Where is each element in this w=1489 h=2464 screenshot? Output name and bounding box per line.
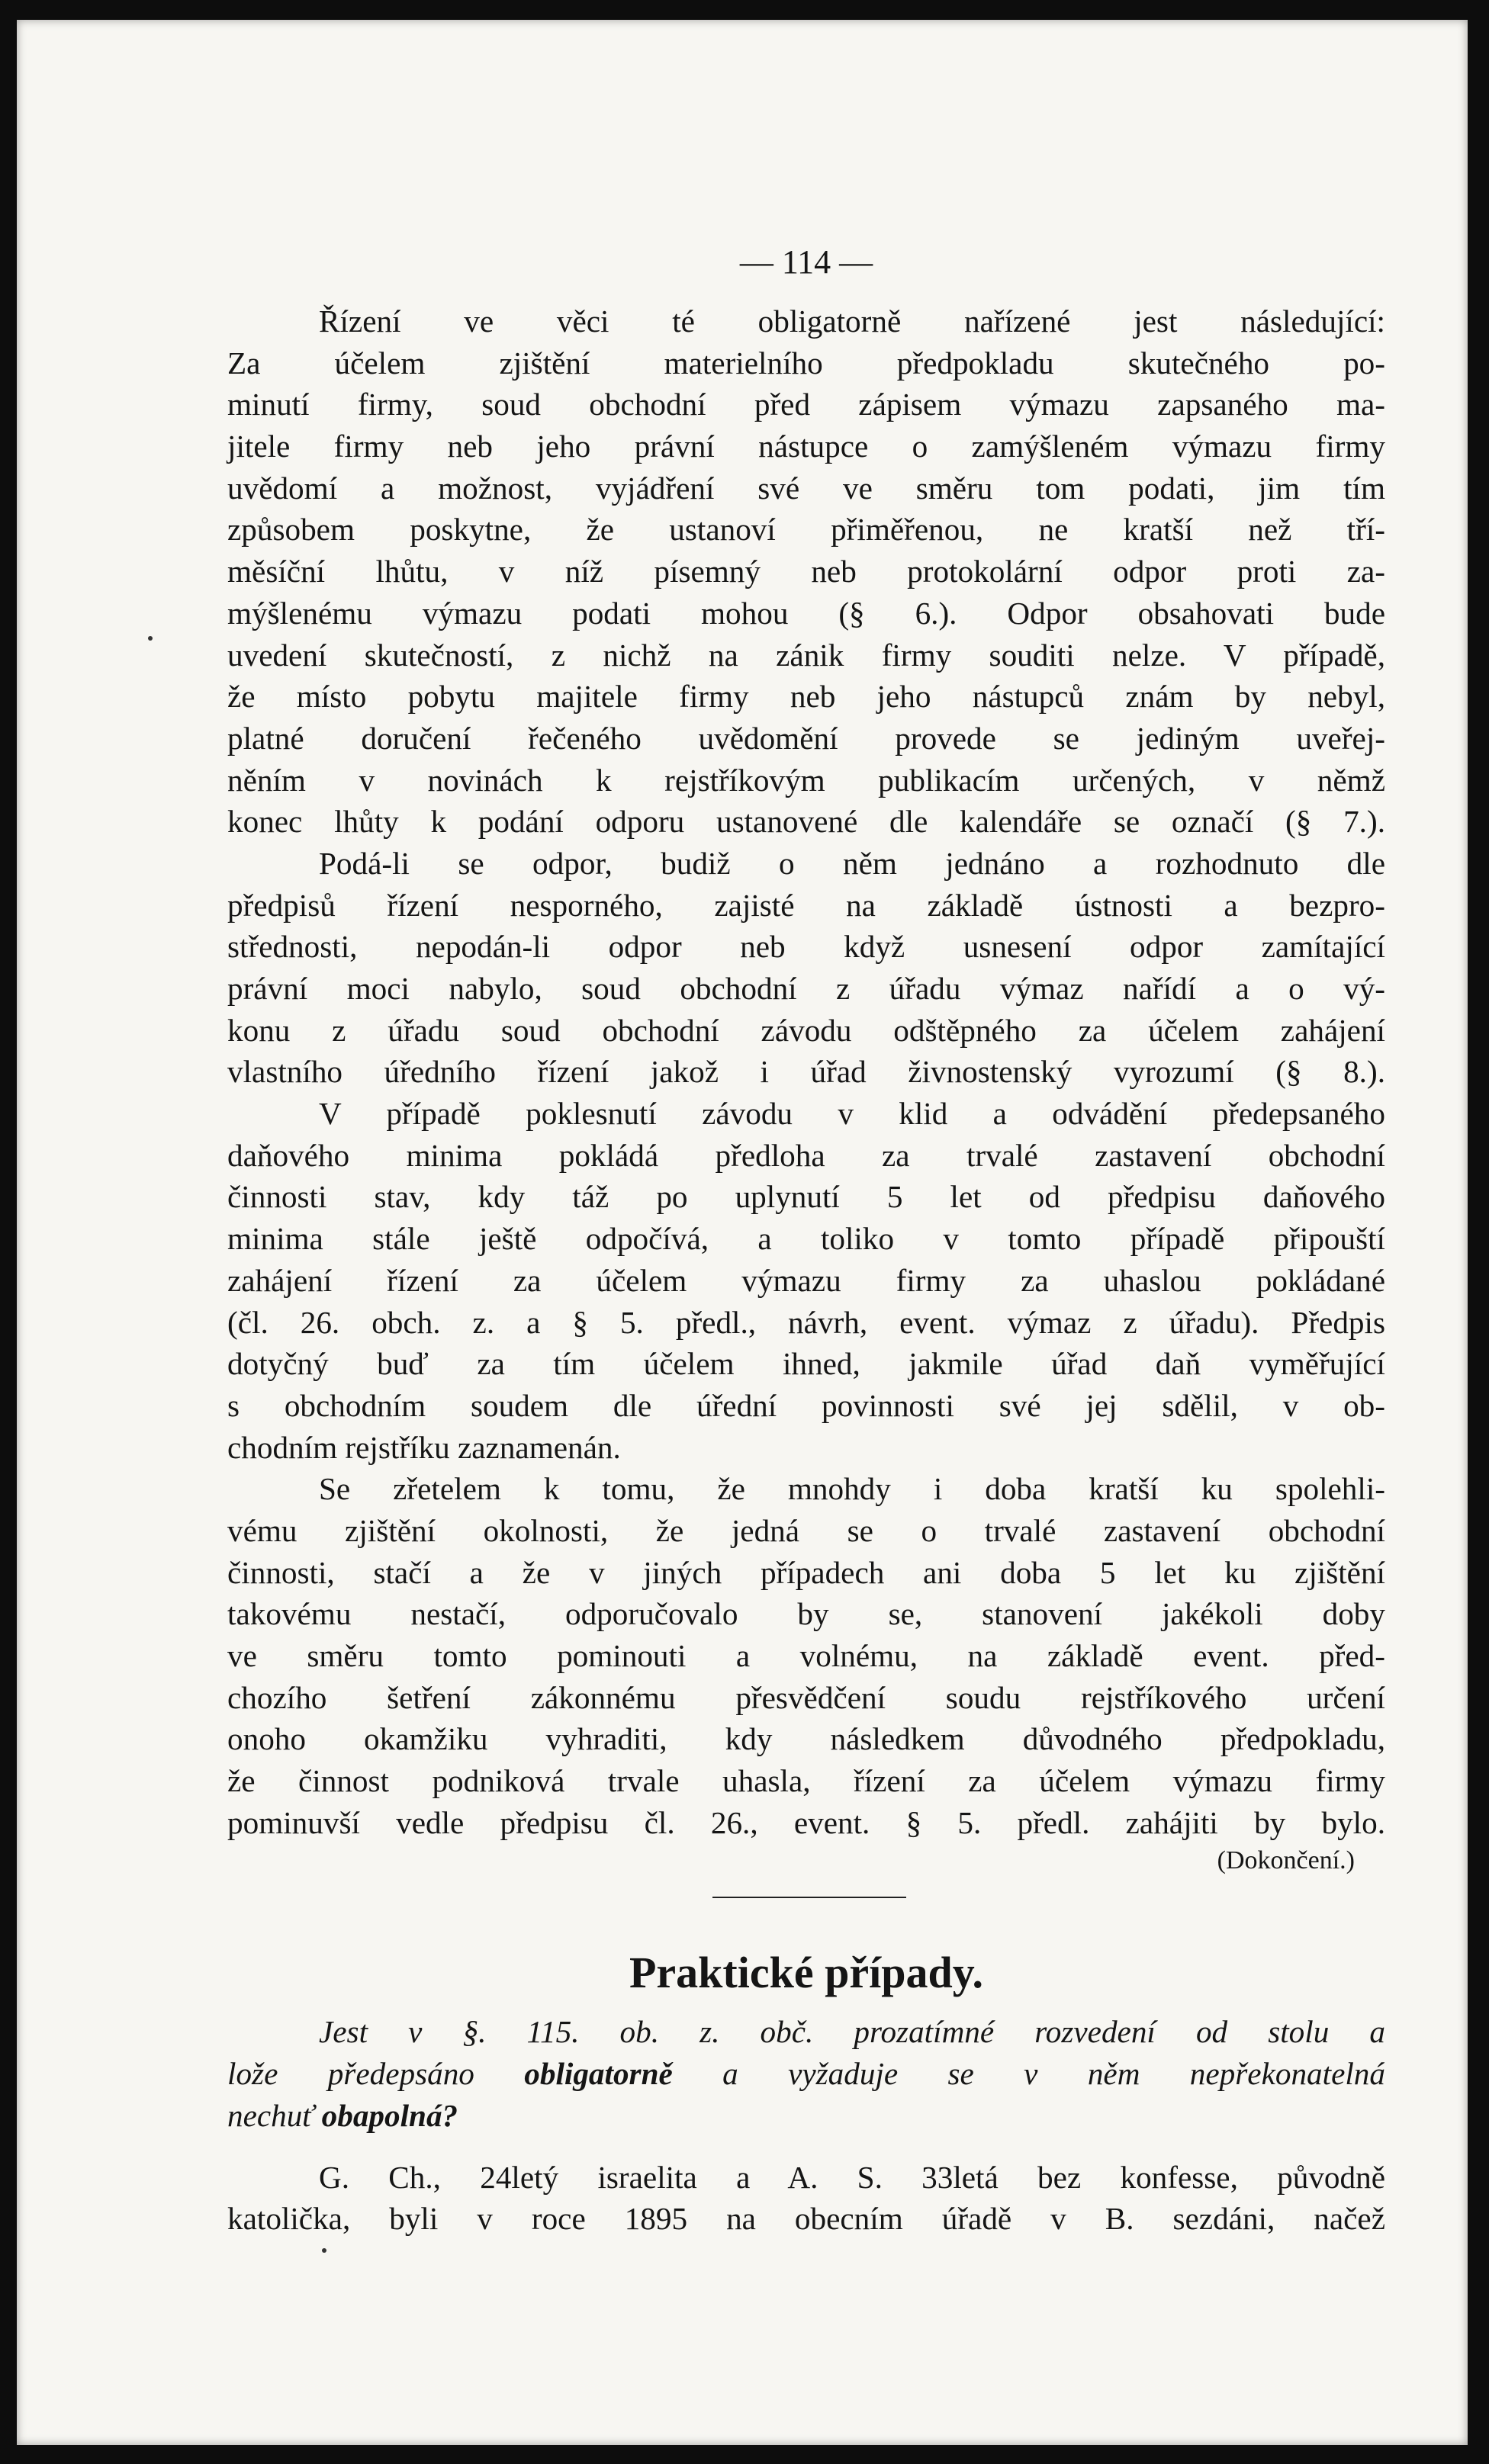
text-line: chozího šetření zákonnému přesvědčení soudu rejstříkového určení bbox=[227, 1679, 1385, 1715]
case-question bbox=[227, 2011, 1385, 2136]
case-description bbox=[227, 2157, 1385, 2240]
text-line: V případě poklesnutí závodu v klid a odvádění předepsaného bbox=[319, 1096, 1385, 1132]
text-line: uvedení skutečností, z nichž na zánik firmy souditi nelze. V případě, bbox=[227, 637, 1385, 673]
text-line: něním v novinách k rejstříkovým publikacím určených, v němž bbox=[227, 762, 1385, 798]
margin-dot bbox=[148, 636, 153, 641]
text-line: Podá-li se odpor, budiž o něm jednáno a rozhodnuto dle bbox=[319, 845, 1385, 881]
text-line: ve směru tomto pominouti a volnému, na základě event. před- bbox=[227, 1638, 1385, 1673]
text-line: G. Ch., 24letý israelita a A. S. 33letá bez konfesse, původně bbox=[319, 2159, 1385, 2195]
text-line: právní moci nabylo, soud obchodní z úřadu výmaz nařídí a o vý- bbox=[227, 971, 1385, 1006]
paragraph-4 bbox=[227, 1468, 1385, 1843]
text-line: mýšlenému výmazu podati mohou (§ 6.). Odpor obsahovati bude bbox=[227, 595, 1385, 631]
text-line: minima stále ještě odpočívá, a toliko v tomto případě připouští bbox=[227, 1221, 1385, 1257]
text-line: s obchodním soudem dle úřední povinnosti své jej sdělil, v ob- bbox=[227, 1387, 1385, 1423]
paragraph-3 bbox=[227, 1093, 1385, 1468]
text-line: (čl. 26. obch. z. a § 5. předl., návrh, event. výmaz z úřadu). Předpis bbox=[227, 1304, 1385, 1340]
text-line: zahájení řízení za účelem výmazu firmy za uhaslou pokládané bbox=[227, 1262, 1385, 1298]
text-line: předpisů řízení nesporného, zajisté na základě ústnosti a bezpro- bbox=[227, 887, 1385, 923]
text-line: konec lhůty k podání odporu ustanovené dle kalendáře se označí (§ 7.). bbox=[227, 804, 1385, 840]
question-text: lože předepsáno bbox=[227, 2056, 525, 2092]
text-line: minutí firmy, soud obchodní před zápisem výmazu zapsaného ma- bbox=[227, 387, 1385, 422]
text-line: vlastního úředního řízení jakož i úřad živnostenský vyrozumí (§ 8.). bbox=[227, 1054, 1385, 1090]
question-line bbox=[227, 2053, 1385, 2095]
section-heading: Praktické případy. bbox=[629, 1948, 984, 1998]
section-divider bbox=[712, 1897, 906, 1898]
text-line: dotyčný buď za tím účelem ihned, jakmile úřad daň vyměřující bbox=[227, 1346, 1385, 1382]
text-line: jitele firmy neb jeho právní nástupce o zamýšleném výmazu firmy bbox=[227, 429, 1385, 464]
text-line: činnosti, stačí a že v jiných případech ani doba 5 let ku zjištění bbox=[227, 1554, 1385, 1590]
text-line: onoho okamžiku vyhraditi, kdy následkem důvodného předpokladu, bbox=[227, 1721, 1385, 1757]
question-line: Jest v §. 115. ob. z. obč. prozatímné rozvedení od stolu a bbox=[319, 2014, 1385, 2050]
question-emphasis: obligatorně bbox=[524, 2056, 673, 2092]
question-text: a vyžaduje se v něm nepřekonatelná bbox=[672, 2056, 1385, 2092]
text-line: takovému nestačí, odporučovalo by se, stanovení jakékoli doby bbox=[227, 1596, 1385, 1632]
text-line: chodním rejstříku zaznamenán. bbox=[227, 1429, 621, 1465]
text-line: platné doručení řečeného uvědomění provede se jediným uveřej- bbox=[227, 720, 1385, 756]
text-line: že místo pobytu majitele firmy neb jeho nástupců znám by nebyl, bbox=[227, 679, 1385, 715]
text-line: katolička, byli v roce 1895 na obecním úřadě v B. sezdáni, načež bbox=[227, 2201, 1385, 2237]
text-line: měsíční lhůtu, v níž písemný neb protokolární odpor proti za- bbox=[227, 554, 1385, 589]
question-emphasis: obapolná? bbox=[321, 2097, 458, 2133]
question-text: nechuť bbox=[227, 2097, 322, 2133]
text-line: Řízení ve věci té obligatorně nařízené jest následující: bbox=[319, 304, 1385, 339]
text-line: činnosti stav, kdy táž po uplynutí 5 let od předpisu daňového bbox=[227, 1179, 1385, 1215]
question-line bbox=[227, 2095, 1385, 2137]
text-line: vému zjištění okolnosti, že jedná se o trvalé zastavení obchodní bbox=[227, 1512, 1385, 1548]
page-number: — 114 — bbox=[739, 243, 873, 281]
concluded-note: (Dokončení.) bbox=[1217, 1846, 1355, 1875]
text-line: způsobem poskytne, že ustanoví přiměřenou, ne kratší než tří- bbox=[227, 512, 1385, 548]
text-line: že činnost podniková trvale uhasla, řízení za účelem výmazu firmy bbox=[227, 1763, 1385, 1799]
text-line: Za účelem zjištění materielního předpokladu skutečného po- bbox=[227, 345, 1385, 381]
text-line: Se zřetelem k tomu, že mnohdy i doba kratší ku spolehli- bbox=[319, 1471, 1385, 1507]
text-line: střednosti, nepodán-li odpor neb když usnesení odpor zamítající bbox=[227, 929, 1385, 965]
text-line: daňového minima pokládá předloha za trvalé zastavení obchodní bbox=[227, 1137, 1385, 1173]
paragraph-1 bbox=[227, 300, 1385, 843]
margin-dot bbox=[322, 2248, 326, 2253]
text-line: konu z úřadu soud obchodní závodu odštěpného za účelem zahájení bbox=[227, 1012, 1385, 1048]
text-line: pominuvší vedle předpisu čl. 26., event. § 5. předl. zahájiti by bylo. bbox=[227, 1804, 1385, 1840]
text-line: uvědomí a možnost, vyjádření své ve směru tom podati, jim tím bbox=[227, 470, 1385, 506]
paragraph-2 bbox=[227, 843, 1385, 1093]
page-text bbox=[227, 243, 1385, 2240]
